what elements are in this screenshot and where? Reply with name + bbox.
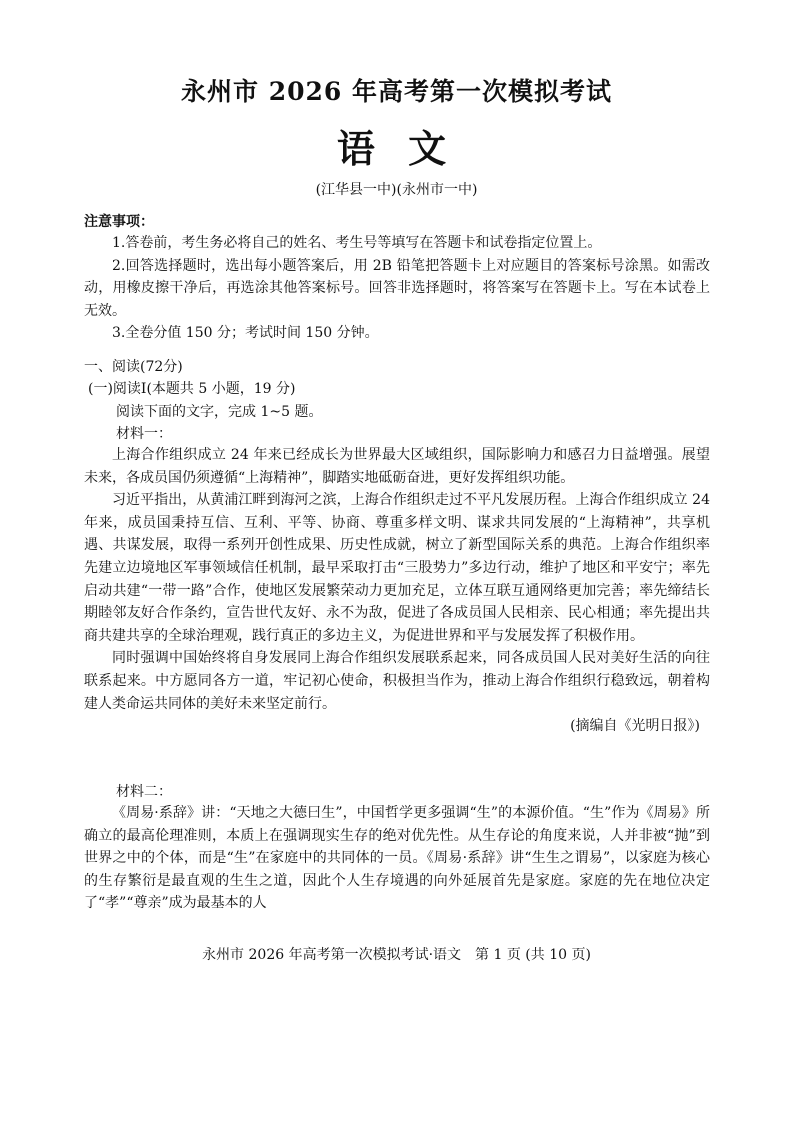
notice-heading: 注意事项： [84, 214, 154, 230]
material2-paragraph: 《周易·系辞》讲：“天地之大德曰生”，中国哲学更多强调“生”的本源价值。“生”作为《周易》所确立的最高伦理准则，本质上在强调现实生存的绝对优先性。从生存论的角度来说，人并非被“抛”到世界之中的个体，而是“生”在家庭中的共同体的一员。《周易·系辞》讲“生生之谓易”，以家庭为核心的生存繁衍是最直观的生生之道，因此个人生存境遇的向外延展首先是家庭。家庭的先在地位决定了“孝”“尊亲”成为最基本的人 [84, 805, 710, 912]
exam-title: 永州市 2026 年高考第一次模拟考试 [181, 77, 612, 106]
material1-paragraph: 上海合作组织成立 24 年来已经成长为世界最大区域组织，国际影响力和感召力日益增强。展望未来，各成员国仍须遵循“上海精神”，脚踏实地砥砺奋进，更好发挥组织功能。 [84, 447, 710, 486]
material1-paragraph: 习近平指出，从黄浦江畔到海河之滨，上海合作组织走过不平凡发展历程。上海合作组织成立 24 年来，成员国秉持互信、互利、平等、协商、尊重多样文明、谋求共同发展的“上海精神”，共享机遇、共谋发展，取得一系列开创性成果、历史性成就，树立了新型国际关系的典范。上海合作组织率先建立边境地区军事领域信任机制，最早采取打击“三股势力”多边行动，维护了地区和平安宁；率先启动共建“一带一路”合作，使地区发展繁荣动力更加充足，立体互联互通网络更加完善；率先缔结长期睦邻友好合作条约，宣告世代友好、永不为敌，促进了各成员国人民相亲、民心相通；率先提出共商共建共享的全球治理观，践行真正的多边主义，为促进世界和平与发展发挥了积极作用。 [84, 492, 710, 644]
page-footer: 永州市 2026 年高考第一次模拟考试·语文 第 1 页 (共 10 页) [202, 947, 591, 963]
material2-body [84, 802, 710, 915]
material1-paragraph: 同时强调中国始终将自身发展同上海合作组织发展联系起来，同各成员国人民对美好生活的向往联系起来。中方愿同各方一道，牢记初心使命，积极担当作为，推动上海合作组织行稳致远，朝着构建人类命运共同体的美好未来坚定前行。 [84, 650, 710, 712]
section-instruction: 阅读下面的文字，完成 1~5 题。 [116, 404, 323, 420]
subject-title: 语 文 [336, 126, 457, 171]
schools-line: (江华县一中)(永州市一中) [315, 182, 478, 198]
material1-source: (摘编自《光明日报》) [570, 718, 700, 735]
notice-item-3: 3.全卷分值 150 分；考试时间 150 分钟。 [112, 325, 379, 342]
material2-label: 材料二： [116, 784, 172, 800]
notice-item-2: 2.回答选择题时，选出每小题答案后，用 2B 铅笔把答题卡上对应题目的答案标号涂黑。如需改动，用橡皮擦干净后，再选涂其他答案标号。回答非选择题时，将答案写在答题卡上。写在本试卷上无效。 [84, 257, 710, 319]
section-part-heading: 一、阅读(72分) [84, 359, 183, 375]
material1-body [84, 444, 710, 738]
material1-label: 材料一： [116, 426, 172, 442]
notice-item-1: 1.答卷前，考生务必将自己的姓名、考生号等填写在答题卡和试卷指定位置上。 [112, 235, 602, 251]
notice-list [84, 232, 710, 345]
section-sub-heading: (一)阅读Ⅰ(本题共 5 小题，19 分) [88, 381, 296, 397]
